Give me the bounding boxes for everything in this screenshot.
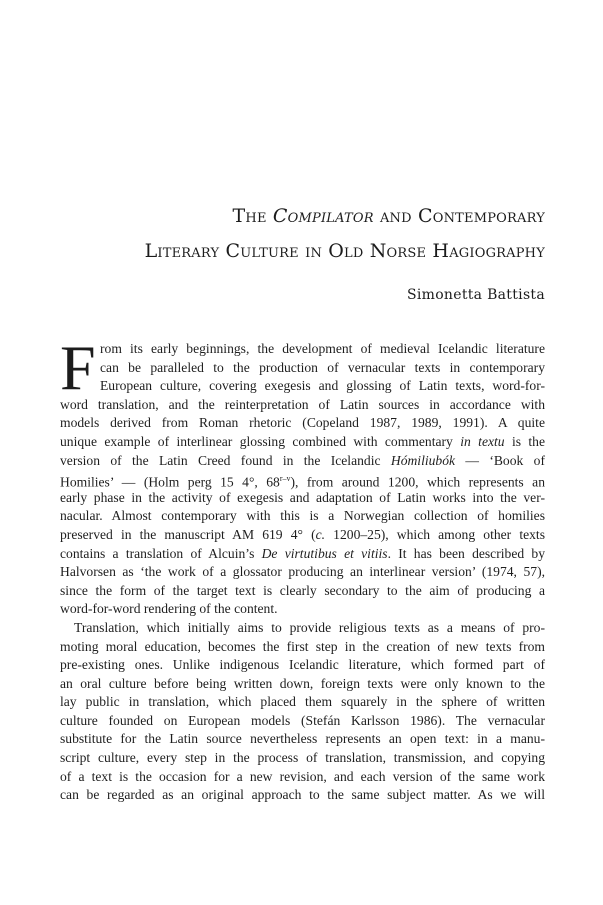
text-line: word-for-word rendering of the content. <box>60 601 278 617</box>
italic-circa: c. <box>315 526 326 542</box>
text-line: preserved in the manuscript AM 619 4° (c. 1200–25), which among other texts <box>60 526 545 542</box>
text-line: can be paralleled to the production of vernacular texts in contemporary <box>100 359 545 375</box>
text-line: early phase in the activity of exegesis and adaptation of Latin works into the ver- <box>60 489 545 505</box>
text-line: moting moral education, becomes the first step in the creation of new texts from <box>60 638 545 654</box>
text-line: of a text is the occasion for a new revision, and each version of the same work <box>60 768 545 784</box>
text-line: culture founded on European models (Stefán Karlsson 1986). The vernacular <box>60 712 545 728</box>
text-line: Homilies’ — (Holm perg 15 4°, 68$^{r-v}$), from around 1200, which represents an <box>60 474 545 490</box>
drop-cap: F <box>60 332 96 403</box>
text-line: nacular. Almost contemporary with this is a Norwegian collection of homilies <box>60 508 545 524</box>
text-line: word translation, and the reinterpretation of Latin sources in accordance with <box>60 396 545 412</box>
body-text <box>60 332 546 805</box>
italic-in-textu: in textu <box>460 433 505 449</box>
title-line-1: The Compilator and Contemporary <box>232 205 545 227</box>
italic-homiliubok: Hómiliubók <box>390 452 456 468</box>
text-line: can be regarded as an original approach to the same subject matter. As we will <box>60 787 545 803</box>
text-line: Translation, which initially aims to provide religious texts as a means of pro- <box>74 619 545 635</box>
text-line: script culture, every step in the process of translation, transmission, and copying <box>60 750 545 766</box>
text-line: version of the Latin Creed found in the Icelandic Hómiliubók — ‘Book of <box>60 452 545 468</box>
title-line-2: Literary Culture in Old Norse Hagiography <box>144 240 545 262</box>
text-line: pre-existing ones. Unlike indigenous Icelandic literature, which formed part of <box>60 657 545 673</box>
author-name: Simonetta Battista <box>406 287 545 303</box>
text-line: an oral culture before being written down, foreign texts were only known to the <box>60 675 545 691</box>
title-compilator: Compilator <box>272 205 374 227</box>
text-line: substitute for the Latin source nevertheless represents an open text: in a manu- <box>60 731 545 747</box>
article-title <box>60 199 545 268</box>
text-line: since the form of the target text is clearly secondary to the aim of producing a <box>60 582 545 598</box>
italic-de-virtutibus: De virtutibus et vitiis <box>261 545 388 561</box>
text-line: European culture, covering exegesis and glossing of Latin texts, word-for- <box>100 378 545 394</box>
text-line: rom its early beginnings, the development of medieval Icelandic literature <box>100 341 545 356</box>
folio-superscript: r–v <box>279 474 291 484</box>
text-line: models derived from Roman rhetoric (Copeland 1987, 1989, 1991). A quite <box>60 415 545 431</box>
text-line: lay public in translation, which placed them squarely in the sphere of written <box>60 694 545 710</box>
text-line: contains a translation of Alcuin’s De virtutibus et vitiis. It has been described by <box>60 545 545 561</box>
text-line: Halvorsen as ‘the work of a glossator producing an interlinear version’ (1974, 57), <box>60 564 545 580</box>
text-line: unique example of interlinear glossing combined with commentary in textu is the <box>60 433 546 449</box>
